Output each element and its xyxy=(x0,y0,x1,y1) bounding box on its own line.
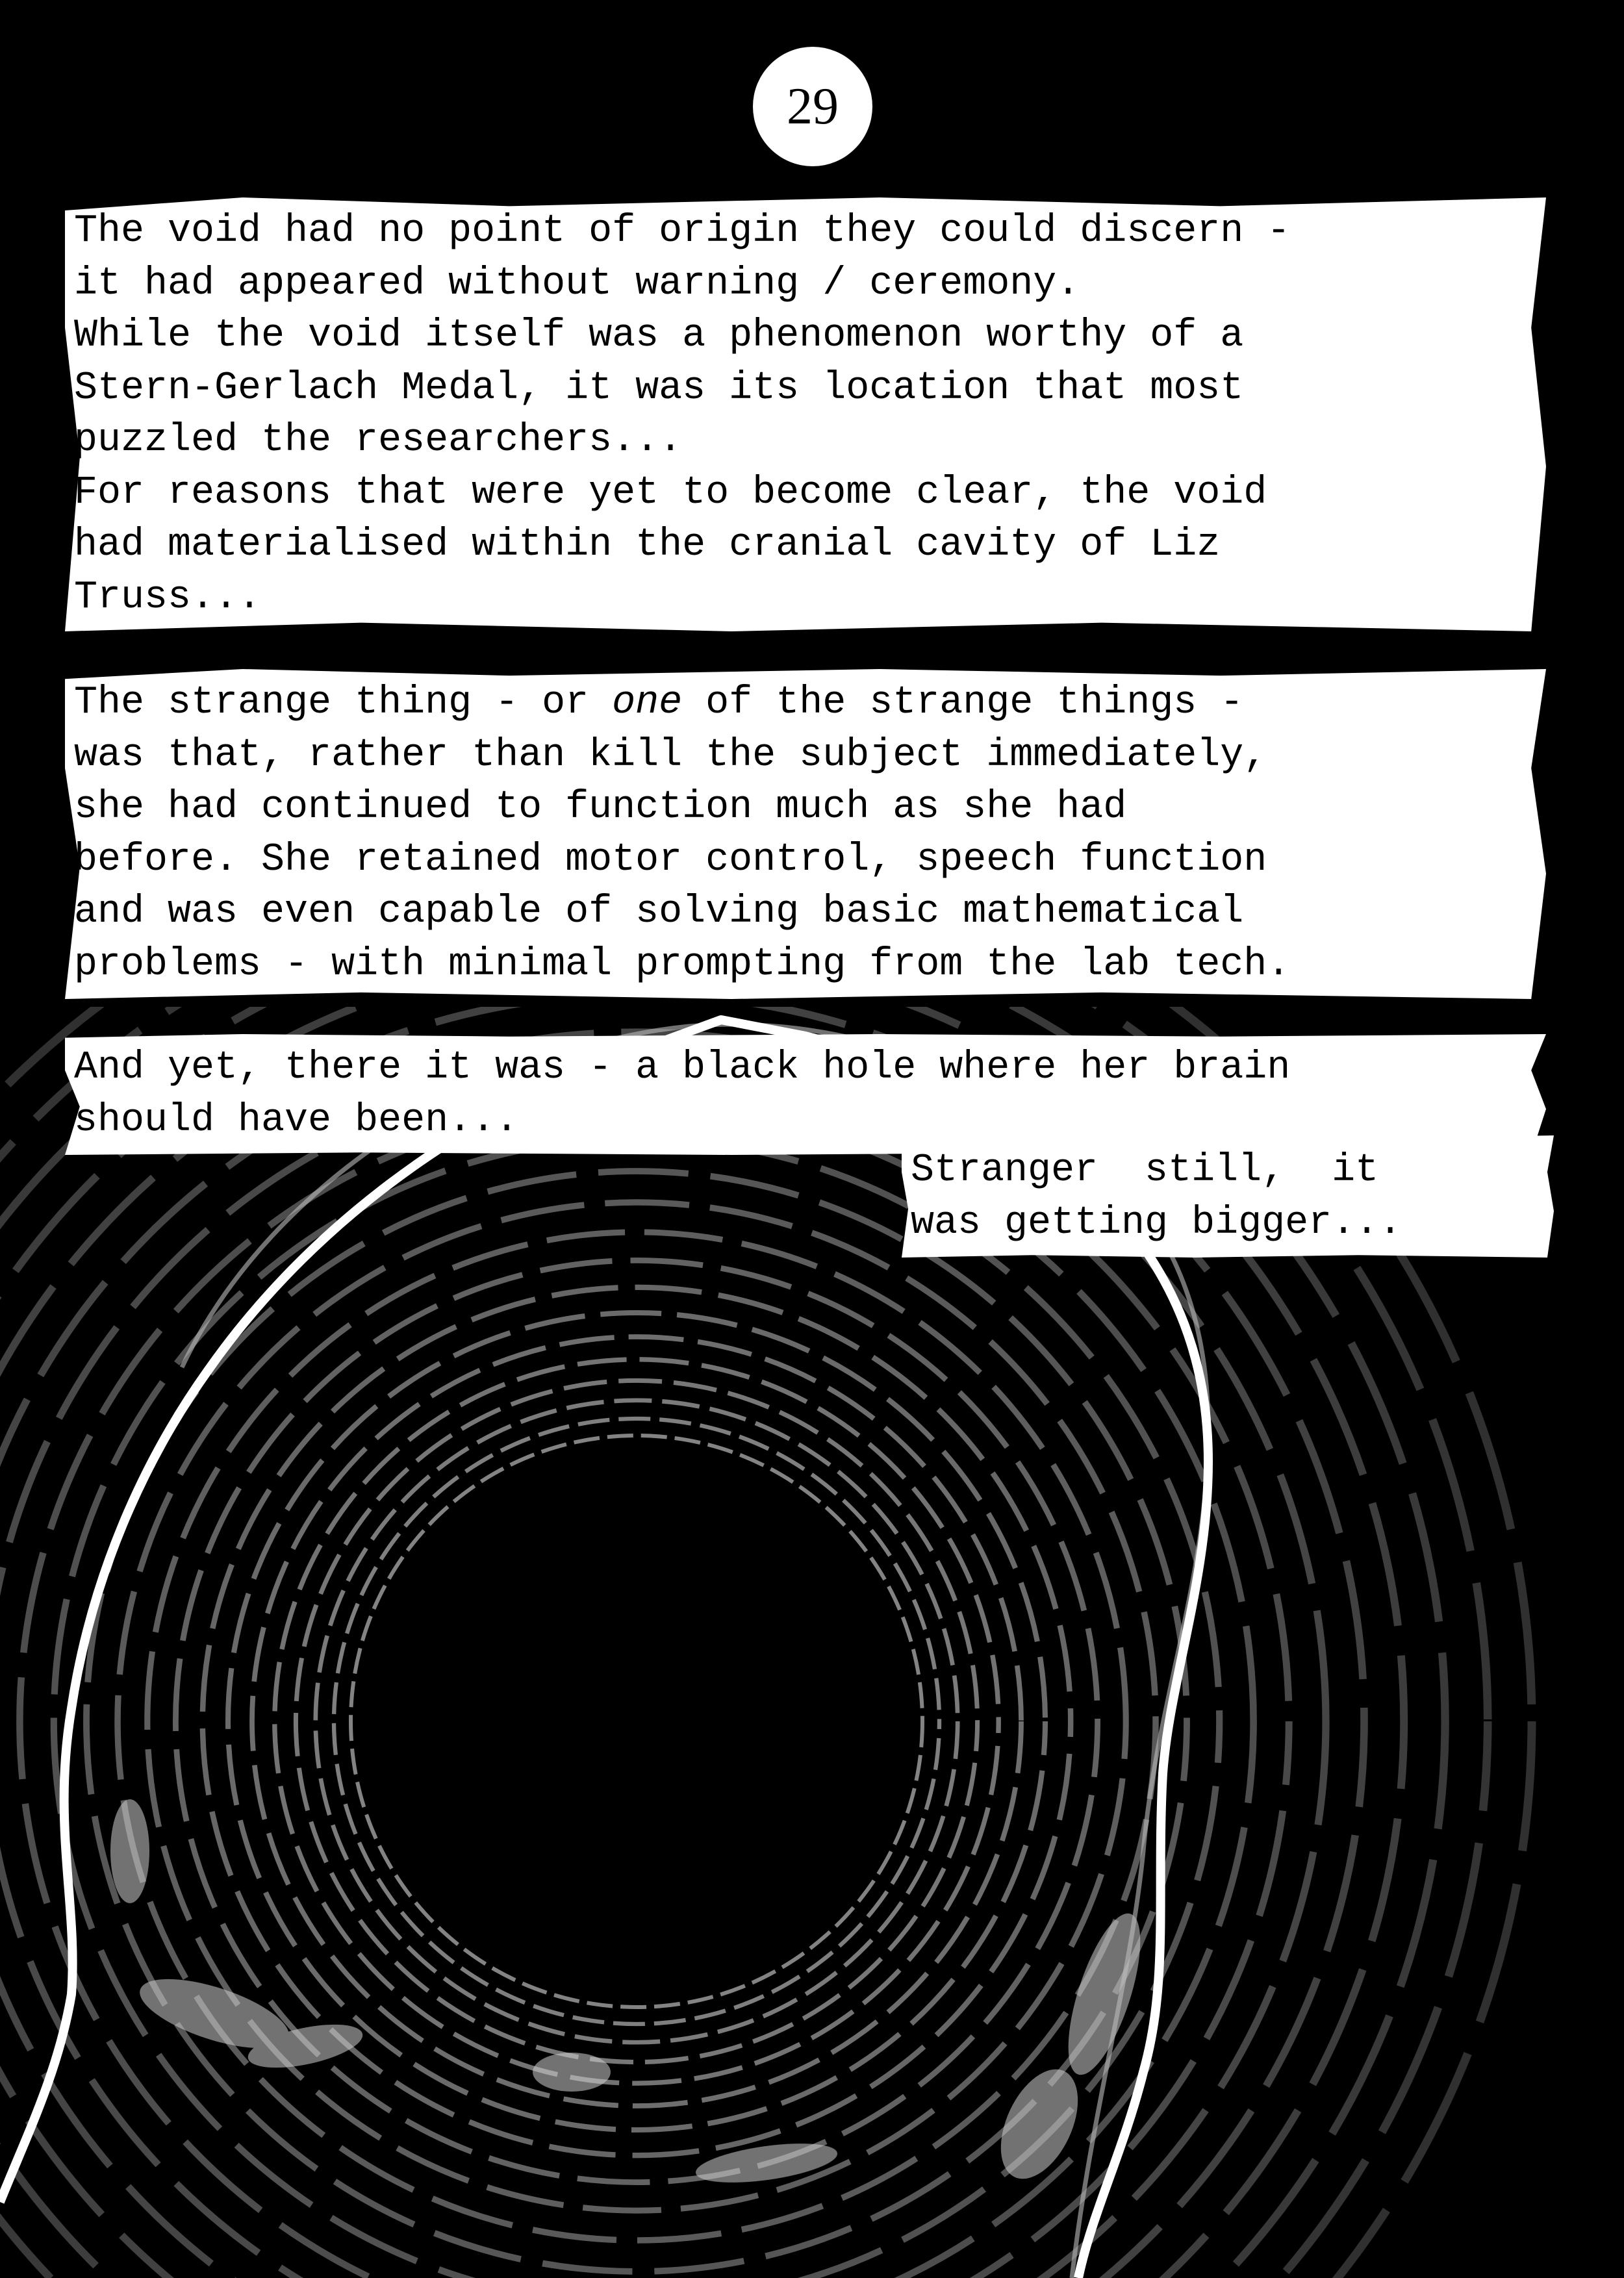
caption-fragment: The strange thing - or xyxy=(74,681,613,725)
caption-emphasis: one xyxy=(612,681,683,725)
caption-line: While the void itself was a phenomenon worthy of a xyxy=(74,314,1244,358)
caption-fragment: of the strange things - xyxy=(682,681,1244,725)
caption-text xyxy=(65,197,1546,624)
caption-getting-bigger xyxy=(902,1135,1554,1258)
page-number: 29 xyxy=(753,47,872,166)
caption-line: puzzled the researchers... xyxy=(74,418,683,462)
caption-text xyxy=(65,1034,1546,1146)
caption-line: For reasons that were yet to become clear, the void xyxy=(74,470,1267,515)
caption-line: Stranger still, it xyxy=(911,1148,1379,1193)
caption-line: The void had no point of origin they could discern - xyxy=(74,209,1291,253)
caption-line: she had continued to function much as she had xyxy=(74,785,1127,829)
caption-line: problems - with minimal prompting from the lab tech. xyxy=(74,942,1291,987)
caption-line: should have been... xyxy=(74,1098,519,1143)
caption-line: Truss... xyxy=(74,575,262,620)
caption-line: And yet, there it was - a black hole where her brain xyxy=(74,1046,1291,1090)
caption-void-origin xyxy=(65,197,1546,631)
caption-line: was getting bigger... xyxy=(911,1200,1402,1245)
caption-strange-thing xyxy=(65,669,1546,999)
caption-line: Stern-Gerlach Medal, it was its location that most xyxy=(74,366,1244,411)
caption-line-1 xyxy=(74,677,1537,729)
caption-line: and was even capable of solving basic mathematical xyxy=(74,890,1244,934)
caption-line: before. She retained motor control, speech function xyxy=(74,837,1267,882)
caption-line: it had appeared without warning / ceremony. xyxy=(74,261,1080,306)
caption-line: had materialised within the cranial cavity of Liz xyxy=(74,523,1221,567)
caption-line: was that, rather than kill the subject immediately, xyxy=(74,733,1267,778)
caption-text xyxy=(902,1135,1554,1249)
caption-text xyxy=(65,669,1546,991)
black-hole-core xyxy=(361,1445,913,1997)
